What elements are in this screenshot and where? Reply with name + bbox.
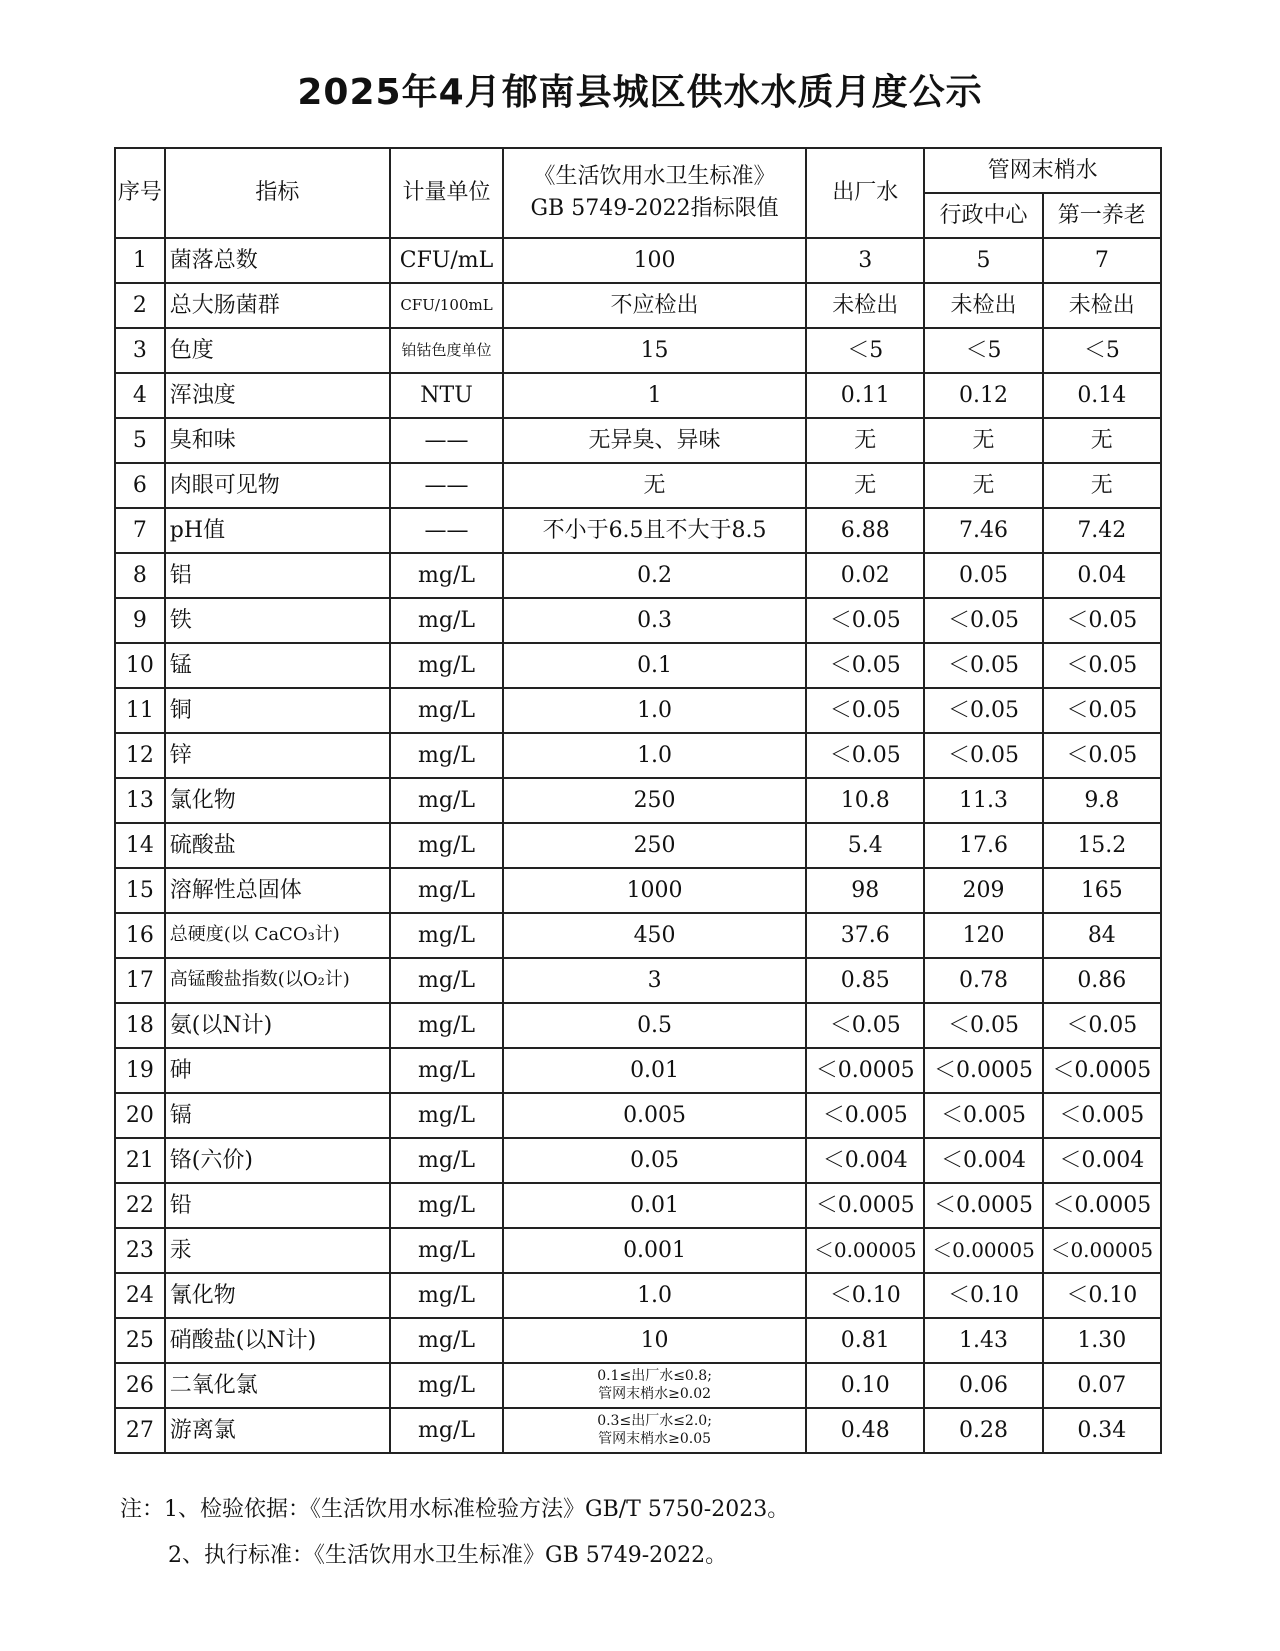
table-row bbox=[115, 778, 1161, 823]
row-no: 6 bbox=[115, 463, 165, 508]
row-no: 20 bbox=[115, 1093, 165, 1138]
row-standard bbox=[503, 1408, 806, 1453]
row-factory-value: ＜0.05 bbox=[806, 598, 924, 643]
row-no: 11 bbox=[115, 688, 165, 733]
row-standard: 250 bbox=[503, 778, 806, 823]
row-site1-value: ＜0.0005 bbox=[924, 1183, 1042, 1228]
table-row bbox=[115, 1048, 1161, 1093]
row-site2-value: 84 bbox=[1043, 913, 1161, 958]
table-row bbox=[115, 1228, 1161, 1273]
row-factory-value: 无 bbox=[806, 463, 924, 508]
table-row bbox=[115, 643, 1161, 688]
header-standard bbox=[503, 148, 806, 238]
table-row bbox=[115, 688, 1161, 733]
row-no: 26 bbox=[115, 1363, 165, 1408]
table-row bbox=[115, 463, 1161, 508]
row-standard bbox=[503, 1363, 806, 1408]
row-site2-value: 7 bbox=[1043, 238, 1161, 283]
row-standard: 1000 bbox=[503, 868, 806, 913]
row-factory-value: ＜0.05 bbox=[806, 688, 924, 733]
row-site1-value: ＜5 bbox=[924, 328, 1042, 373]
row-site1-value: ＜0.05 bbox=[924, 688, 1042, 733]
table-row bbox=[115, 1183, 1161, 1228]
row-standard: 15 bbox=[503, 328, 806, 373]
row-site1-value: 1.43 bbox=[924, 1318, 1042, 1363]
row-site1-value: 120 bbox=[924, 913, 1042, 958]
row-factory-value: 0.48 bbox=[806, 1408, 924, 1453]
row-site2-value: ＜0.05 bbox=[1043, 733, 1161, 778]
row-indicator: 高锰酸盐指数(以O₂计) bbox=[165, 958, 390, 1003]
row-standard-line1: 0.3≤出厂水≤2.0; bbox=[597, 1413, 712, 1429]
row-site2-value: ＜0.005 bbox=[1043, 1093, 1161, 1138]
row-unit: mg/L bbox=[390, 1408, 503, 1453]
row-factory-value: 0.02 bbox=[806, 553, 924, 598]
row-unit: mg/L bbox=[390, 553, 503, 598]
row-no: 1 bbox=[115, 238, 165, 283]
row-unit: 铂钴色度单位 bbox=[390, 328, 503, 373]
row-factory-value: 未检出 bbox=[806, 283, 924, 328]
row-site2-value: ＜0.05 bbox=[1043, 643, 1161, 688]
row-site2-value: 9.8 bbox=[1043, 778, 1161, 823]
row-indicator: 总大肠菌群 bbox=[165, 283, 390, 328]
header-indicator: 指标 bbox=[165, 148, 390, 238]
row-unit: mg/L bbox=[390, 958, 503, 1003]
row-indicator: 铜 bbox=[165, 688, 390, 733]
row-no: 15 bbox=[115, 868, 165, 913]
row-site2-value: 1.30 bbox=[1043, 1318, 1161, 1363]
table-row bbox=[115, 508, 1161, 553]
row-factory-value: ＜0.10 bbox=[806, 1273, 924, 1318]
row-no: 12 bbox=[115, 733, 165, 778]
row-site2-value: 0.14 bbox=[1043, 373, 1161, 418]
row-factory-value: ＜0.05 bbox=[806, 733, 924, 778]
row-standard: 3 bbox=[503, 958, 806, 1003]
row-factory-value: ＜0.05 bbox=[806, 1003, 924, 1048]
row-factory-value: 无 bbox=[806, 418, 924, 463]
row-indicator: pH值 bbox=[165, 508, 390, 553]
row-no: 25 bbox=[115, 1318, 165, 1363]
row-no: 24 bbox=[115, 1273, 165, 1318]
row-indicator: 锰 bbox=[165, 643, 390, 688]
header-standard-line2: GB 5749-2022指标限值 bbox=[530, 196, 779, 221]
row-factory-value: 6.88 bbox=[806, 508, 924, 553]
row-indicator: 汞 bbox=[165, 1228, 390, 1273]
row-factory-value: ＜5 bbox=[806, 328, 924, 373]
note-2: 2、执行标准：《生活饮用水卫生标准》GB 5749-2022。 bbox=[168, 1543, 728, 1568]
row-standard: 无异臭、异味 bbox=[503, 418, 806, 463]
table-row bbox=[115, 733, 1161, 778]
row-unit: mg/L bbox=[390, 823, 503, 868]
row-site1-value: ＜0.004 bbox=[924, 1138, 1042, 1183]
row-no: 21 bbox=[115, 1138, 165, 1183]
row-unit: —— bbox=[390, 463, 503, 508]
row-site2-value: 0.04 bbox=[1043, 553, 1161, 598]
row-site1-value: 未检出 bbox=[924, 283, 1042, 328]
table-row bbox=[115, 823, 1161, 868]
row-site1-value: ＜0.05 bbox=[924, 733, 1042, 778]
note-1: 注：1、检验依据：《生活饮用水标准检验方法》GB/T 5750-2023。 bbox=[120, 1497, 790, 1522]
table-row bbox=[115, 1363, 1161, 1408]
row-unit: mg/L bbox=[390, 1093, 503, 1138]
row-site1-value: ＜0.0005 bbox=[924, 1048, 1042, 1093]
row-site2-value: ＜0.0005 bbox=[1043, 1183, 1161, 1228]
row-standard: 0.5 bbox=[503, 1003, 806, 1048]
water-quality-table bbox=[114, 147, 1162, 1454]
row-factory-value: 0.81 bbox=[806, 1318, 924, 1363]
row-no: 7 bbox=[115, 508, 165, 553]
row-unit: mg/L bbox=[390, 598, 503, 643]
row-no: 5 bbox=[115, 418, 165, 463]
page-title: 2025年4月郁南县城区供水水质月度公示 bbox=[297, 72, 983, 113]
row-factory-value: 3 bbox=[806, 238, 924, 283]
header-standard-line1: 《生活饮用水卫生标准》 bbox=[533, 164, 776, 190]
row-unit: CFU/mL bbox=[390, 238, 503, 283]
row-site1-value: 0.05 bbox=[924, 553, 1042, 598]
row-site1-value: 7.46 bbox=[924, 508, 1042, 553]
row-factory-value: 5.4 bbox=[806, 823, 924, 868]
row-site1-value: ＜0.00005 bbox=[924, 1228, 1042, 1273]
row-no: 22 bbox=[115, 1183, 165, 1228]
row-factory-value: 0.11 bbox=[806, 373, 924, 418]
row-standard: 100 bbox=[503, 238, 806, 283]
row-unit: mg/L bbox=[390, 1003, 503, 1048]
row-factory-value: 0.10 bbox=[806, 1363, 924, 1408]
row-unit: mg/L bbox=[390, 643, 503, 688]
table-row bbox=[115, 418, 1161, 463]
row-unit: mg/L bbox=[390, 1273, 503, 1318]
row-standard: 0.05 bbox=[503, 1138, 806, 1183]
row-indicator: 溶解性总固体 bbox=[165, 868, 390, 913]
row-standard: 0.001 bbox=[503, 1228, 806, 1273]
notes bbox=[120, 1487, 789, 1579]
row-factory-value: ＜0.05 bbox=[806, 643, 924, 688]
table-row bbox=[115, 373, 1161, 418]
row-standard: 0.005 bbox=[503, 1093, 806, 1138]
row-site2-value: 无 bbox=[1043, 418, 1161, 463]
row-standard: 不小于6.5且不大于8.5 bbox=[503, 508, 806, 553]
row-site1-value: ＜0.10 bbox=[924, 1273, 1042, 1318]
row-standard: 450 bbox=[503, 913, 806, 958]
row-no: 16 bbox=[115, 913, 165, 958]
row-unit: mg/L bbox=[390, 1363, 503, 1408]
row-site1-value: 0.12 bbox=[924, 373, 1042, 418]
row-unit: NTU bbox=[390, 373, 503, 418]
row-indicator: 硫酸盐 bbox=[165, 823, 390, 868]
row-standard-line2: 管网末梢水≥0.05 bbox=[598, 1430, 712, 1447]
row-unit: mg/L bbox=[390, 1048, 503, 1093]
row-site2-value: ＜0.05 bbox=[1043, 598, 1161, 643]
row-site1-value: ＜0.05 bbox=[924, 598, 1042, 643]
table-row bbox=[115, 1003, 1161, 1048]
row-no: 27 bbox=[115, 1408, 165, 1453]
row-factory-value: ＜0.0005 bbox=[806, 1183, 924, 1228]
row-standard: 无 bbox=[503, 463, 806, 508]
row-unit: mg/L bbox=[390, 1138, 503, 1183]
row-site2-value: 0.34 bbox=[1043, 1408, 1161, 1453]
row-no: 8 bbox=[115, 553, 165, 598]
row-site2-value: 未检出 bbox=[1043, 283, 1161, 328]
row-site2-value: ＜0.00005 bbox=[1043, 1228, 1161, 1273]
row-standard: 1.0 bbox=[503, 688, 806, 733]
row-standard: 10 bbox=[503, 1318, 806, 1363]
row-standard: 1 bbox=[503, 373, 806, 418]
row-unit: —— bbox=[390, 508, 503, 553]
row-site1-value: 0.06 bbox=[924, 1363, 1042, 1408]
row-no: 3 bbox=[115, 328, 165, 373]
row-indicator: 浑浊度 bbox=[165, 373, 390, 418]
row-factory-value: ＜0.004 bbox=[806, 1138, 924, 1183]
header-no: 序号 bbox=[115, 148, 165, 238]
row-unit: mg/L bbox=[390, 778, 503, 823]
table-row bbox=[115, 598, 1161, 643]
row-factory-value: ＜0.005 bbox=[806, 1093, 924, 1138]
row-site1-value: ＜0.005 bbox=[924, 1093, 1042, 1138]
row-unit: CFU/100mL bbox=[390, 283, 503, 328]
row-indicator: 色度 bbox=[165, 328, 390, 373]
row-unit: mg/L bbox=[390, 1183, 503, 1228]
table-body bbox=[115, 238, 1161, 1453]
header-site-admin-center: 行政中心 bbox=[924, 193, 1042, 238]
row-indicator: 铝 bbox=[165, 553, 390, 598]
row-site2-value: 165 bbox=[1043, 868, 1161, 913]
row-no: 2 bbox=[115, 283, 165, 328]
table-row bbox=[115, 328, 1161, 373]
table-row bbox=[115, 1273, 1161, 1318]
row-indicator: 镉 bbox=[165, 1093, 390, 1138]
row-site1-value: 17.6 bbox=[924, 823, 1042, 868]
row-no: 9 bbox=[115, 598, 165, 643]
row-no: 10 bbox=[115, 643, 165, 688]
row-site1-value: 无 bbox=[924, 463, 1042, 508]
row-indicator: 菌落总数 bbox=[165, 238, 390, 283]
row-indicator: 游离氯 bbox=[165, 1408, 390, 1453]
header-site-nursing-home: 第一养老 bbox=[1043, 193, 1161, 238]
row-indicator: 氯化物 bbox=[165, 778, 390, 823]
row-site1-value: 5 bbox=[924, 238, 1042, 283]
row-standard-line2: 管网末梢水≥0.02 bbox=[598, 1385, 712, 1402]
row-no: 4 bbox=[115, 373, 165, 418]
row-unit: mg/L bbox=[390, 733, 503, 778]
row-indicator: 臭和味 bbox=[165, 418, 390, 463]
row-no: 13 bbox=[115, 778, 165, 823]
row-unit: mg/L bbox=[390, 913, 503, 958]
row-standard: 1.0 bbox=[503, 1273, 806, 1318]
row-standard: 0.01 bbox=[503, 1183, 806, 1228]
row-site1-value: ＜0.05 bbox=[924, 643, 1042, 688]
row-indicator: 总硬度(以 CaCO₃计) bbox=[165, 913, 390, 958]
row-factory-value: 37.6 bbox=[806, 913, 924, 958]
table-row bbox=[115, 238, 1161, 283]
row-unit: mg/L bbox=[390, 688, 503, 733]
row-indicator: 肉眼可见物 bbox=[165, 463, 390, 508]
row-site2-value: ＜5 bbox=[1043, 328, 1161, 373]
row-no: 14 bbox=[115, 823, 165, 868]
table-row bbox=[115, 1318, 1161, 1363]
row-site2-value: ＜0.0005 bbox=[1043, 1048, 1161, 1093]
row-indicator: 铅 bbox=[165, 1183, 390, 1228]
row-site1-value: ＜0.05 bbox=[924, 1003, 1042, 1048]
row-unit: mg/L bbox=[390, 1228, 503, 1273]
row-standard-line1: 0.1≤出厂水≤0.8; bbox=[597, 1368, 712, 1384]
row-site1-value: 11.3 bbox=[924, 778, 1042, 823]
table-row bbox=[115, 1408, 1161, 1453]
header-pipe-network: 管网末梢水 bbox=[924, 148, 1161, 193]
row-site2-value: ＜0.004 bbox=[1043, 1138, 1161, 1183]
row-unit: mg/L bbox=[390, 1318, 503, 1363]
row-no: 17 bbox=[115, 958, 165, 1003]
row-no: 18 bbox=[115, 1003, 165, 1048]
row-indicator: 硝酸盐(以N计) bbox=[165, 1318, 390, 1363]
table-row bbox=[115, 868, 1161, 913]
row-site2-value: ＜0.10 bbox=[1043, 1273, 1161, 1318]
row-standard: 1.0 bbox=[503, 733, 806, 778]
row-site2-value: 0.07 bbox=[1043, 1363, 1161, 1408]
row-factory-value: 0.85 bbox=[806, 958, 924, 1003]
row-site1-value: 无 bbox=[924, 418, 1042, 463]
row-no: 19 bbox=[115, 1048, 165, 1093]
header-factory-water: 出厂水 bbox=[806, 148, 924, 238]
header-unit: 计量单位 bbox=[390, 148, 503, 238]
row-indicator: 二氧化氯 bbox=[165, 1363, 390, 1408]
row-factory-value: ＜0.00005 bbox=[806, 1228, 924, 1273]
row-indicator: 氨(以N计) bbox=[165, 1003, 390, 1048]
row-site1-value: 0.28 bbox=[924, 1408, 1042, 1453]
row-site2-value: 7.42 bbox=[1043, 508, 1161, 553]
row-factory-value: ＜0.0005 bbox=[806, 1048, 924, 1093]
row-standard: 不应检出 bbox=[503, 283, 806, 328]
row-indicator: 铁 bbox=[165, 598, 390, 643]
row-factory-value: 10.8 bbox=[806, 778, 924, 823]
row-site2-value: 15.2 bbox=[1043, 823, 1161, 868]
row-site2-value: ＜0.05 bbox=[1043, 688, 1161, 733]
table-row bbox=[115, 958, 1161, 1003]
row-unit: mg/L bbox=[390, 868, 503, 913]
row-site1-value: 0.78 bbox=[924, 958, 1042, 1003]
row-indicator: 铬(六价) bbox=[165, 1138, 390, 1183]
row-standard: 250 bbox=[503, 823, 806, 868]
row-unit: —— bbox=[390, 418, 503, 463]
table-row bbox=[115, 1138, 1161, 1183]
row-standard: 0.1 bbox=[503, 643, 806, 688]
table-row bbox=[115, 913, 1161, 958]
row-no: 23 bbox=[115, 1228, 165, 1273]
row-standard: 0.2 bbox=[503, 553, 806, 598]
row-indicator: 砷 bbox=[165, 1048, 390, 1093]
row-site2-value: 无 bbox=[1043, 463, 1161, 508]
row-indicator: 氰化物 bbox=[165, 1273, 390, 1318]
row-standard: 0.3 bbox=[503, 598, 806, 643]
table-row bbox=[115, 1093, 1161, 1138]
row-standard: 0.01 bbox=[503, 1048, 806, 1093]
row-site1-value: 209 bbox=[924, 868, 1042, 913]
row-indicator: 锌 bbox=[165, 733, 390, 778]
row-site2-value: ＜0.05 bbox=[1043, 1003, 1161, 1048]
table-row bbox=[115, 553, 1161, 598]
table-row bbox=[115, 283, 1161, 328]
row-site2-value: 0.86 bbox=[1043, 958, 1161, 1003]
row-factory-value: 98 bbox=[806, 868, 924, 913]
